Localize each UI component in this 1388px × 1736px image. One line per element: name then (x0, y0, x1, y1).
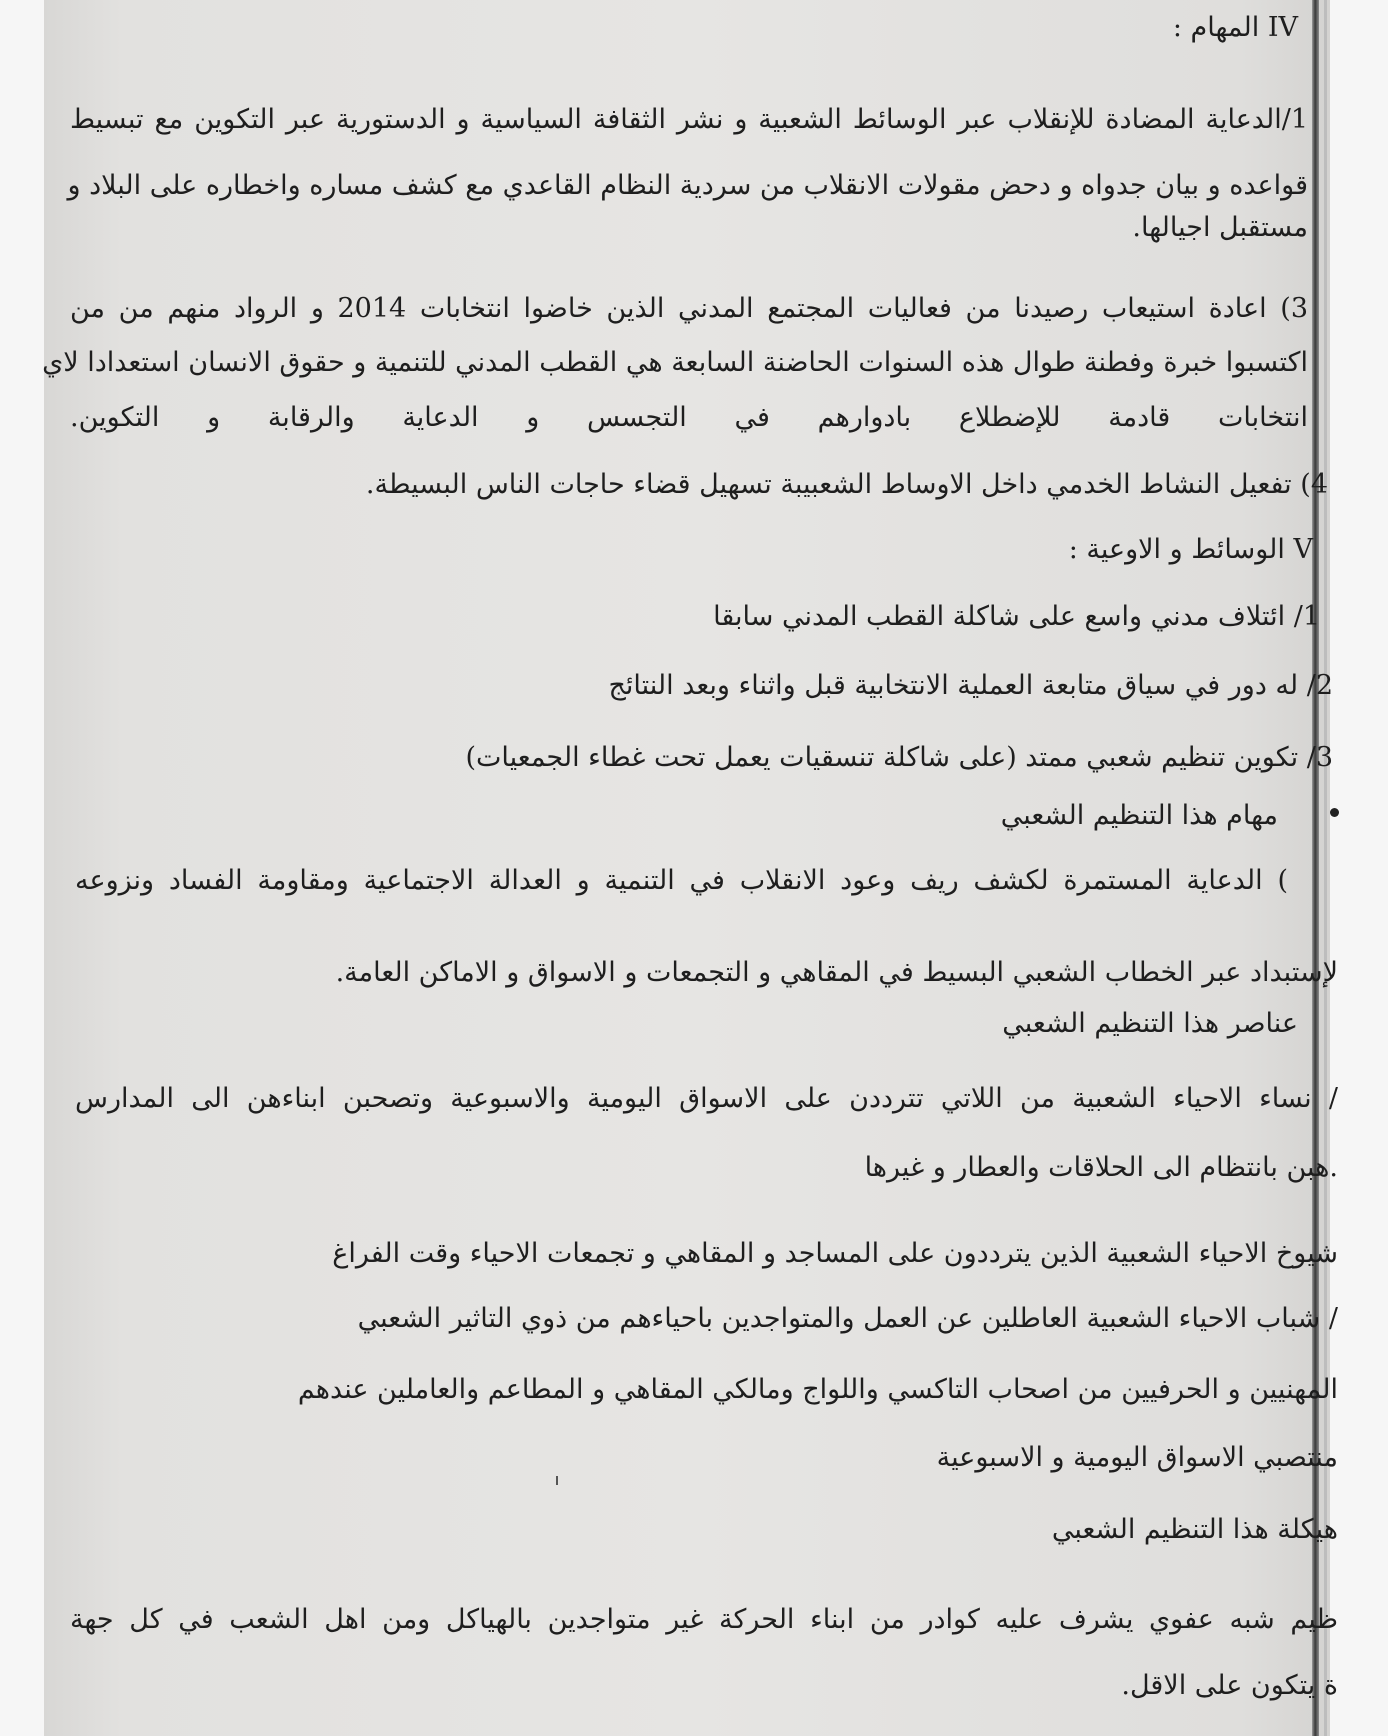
subheading: هيكلة هذا التنظيم الشعبي (1051, 1514, 1338, 1545)
subheading: عناصر هذا التنظيم الشعبي (1002, 1008, 1298, 1039)
paragraph-line: 1/الدعاية المضادة للإنقلاب عبر الوسائط الشعبية و نشر الثقافة السياسية و الدستورية عبر التكوين مع تبسيط (70, 104, 1308, 135)
section-heading-means: V الوسائط و الاوعية : (1068, 534, 1313, 565)
list-item: 2/ له دور في سياق متابعة العملية الانتخابية قبل واثناء وبعد النتائج (608, 670, 1333, 701)
photo-margin-right (1330, 0, 1388, 1736)
paragraph-line: 3) اعادة استيعاب رصيدنا من فعاليات المجتمع المدني الذين خاضوا انتخابات 2014 و الرواد منهم من من (70, 293, 1308, 324)
paragraph-line: مستقبل اجيالها. (1132, 212, 1308, 243)
paragraph-line: انتخابات قادمة للإضطلاع بادوارهم في التجسس و الدعاية والرقابة و التكوين. (70, 402, 1308, 433)
list-item: شيوخ الاحياء الشعبية الذين يترددون على المساجد و المقاهي و تجمعات الاحياء وقت الفراغ (332, 1238, 1338, 1269)
list-item: المهنيين و الحرفيين من اصحاب التاكسي واللواج ومالكي المقاهي و المطاعم والعاملين عندهم (297, 1374, 1338, 1405)
list-item: / نساء الاحياء الشعبية من اللاتي تترددن على الاسواق اليومية والاسبوعية وتصحبن ابناءهن الى المدارس (75, 1083, 1338, 1114)
list-item: .هبن بانتظام الى الحلاقات والعطار و غيرها (864, 1152, 1338, 1183)
list-item: منتصبي الاسواق اليومية و الاسبوعية (936, 1442, 1338, 1473)
stray-mark (556, 1476, 558, 1485)
list-item: / شباب الاحياء الشعبية العاطلين عن العمل والمتواجدين باحياءهم من ذوي التاثير الشعبي (357, 1303, 1338, 1334)
section-heading-tasks: IV المهام : (1172, 12, 1298, 43)
photo-margin-left (0, 0, 44, 1736)
paragraph-line: ظيم شبه عفوي يشرف عليه كوادر من ابناء الحركة غير متواجدين بالهياكل ومن اهل الشعب في كل جهة (70, 1604, 1338, 1635)
paragraph-line: 4) تفعيل النشاط الخدمي داخل الاوساط الشعبيبة تسهيل قضاء حاجات الناس البسيطة. (365, 469, 1328, 500)
paragraph-line: ) الدعاية المستمرة لكشف ريف وعود الانقلاب في التنمية و العدالة الاجتماعية ومقاومة الفساد ونزوعه (75, 865, 1288, 896)
list-item: 3/ تكوين تنظيم شعبي ممتد (على شاكلة تنسقيات يعمل تحت غطاء الجمعيات) (465, 742, 1333, 773)
paragraph-line: ة يتكون على الاقل. (1121, 1670, 1338, 1701)
list-item: 1/ ائتلاف مدني واسع على شاكلة القطب المدني سابقا (713, 601, 1320, 632)
bullet-icon (1330, 808, 1339, 817)
paragraph-line: اكتسبوا خبرة وفطنة طوال هذه السنوات الحاضنة السابعة هي القطب المدني للتنمية و حقوق الانسان استعدادا لاي (42, 347, 1308, 378)
paragraph-line: لإستبداد عبر الخطاب الشعبي البسيط في المقاهي و التجمعات و الاسواق و الاماكن العامة. (335, 957, 1338, 988)
subheading: مهام هذا التنظيم الشعبي (1000, 800, 1278, 831)
paragraph-line: قواعده و بيان جدواه و دحض مقولات الانقلاب من سردية النظام القاعدي مع كشف مساره واخطاره على البلاد و (67, 170, 1308, 201)
